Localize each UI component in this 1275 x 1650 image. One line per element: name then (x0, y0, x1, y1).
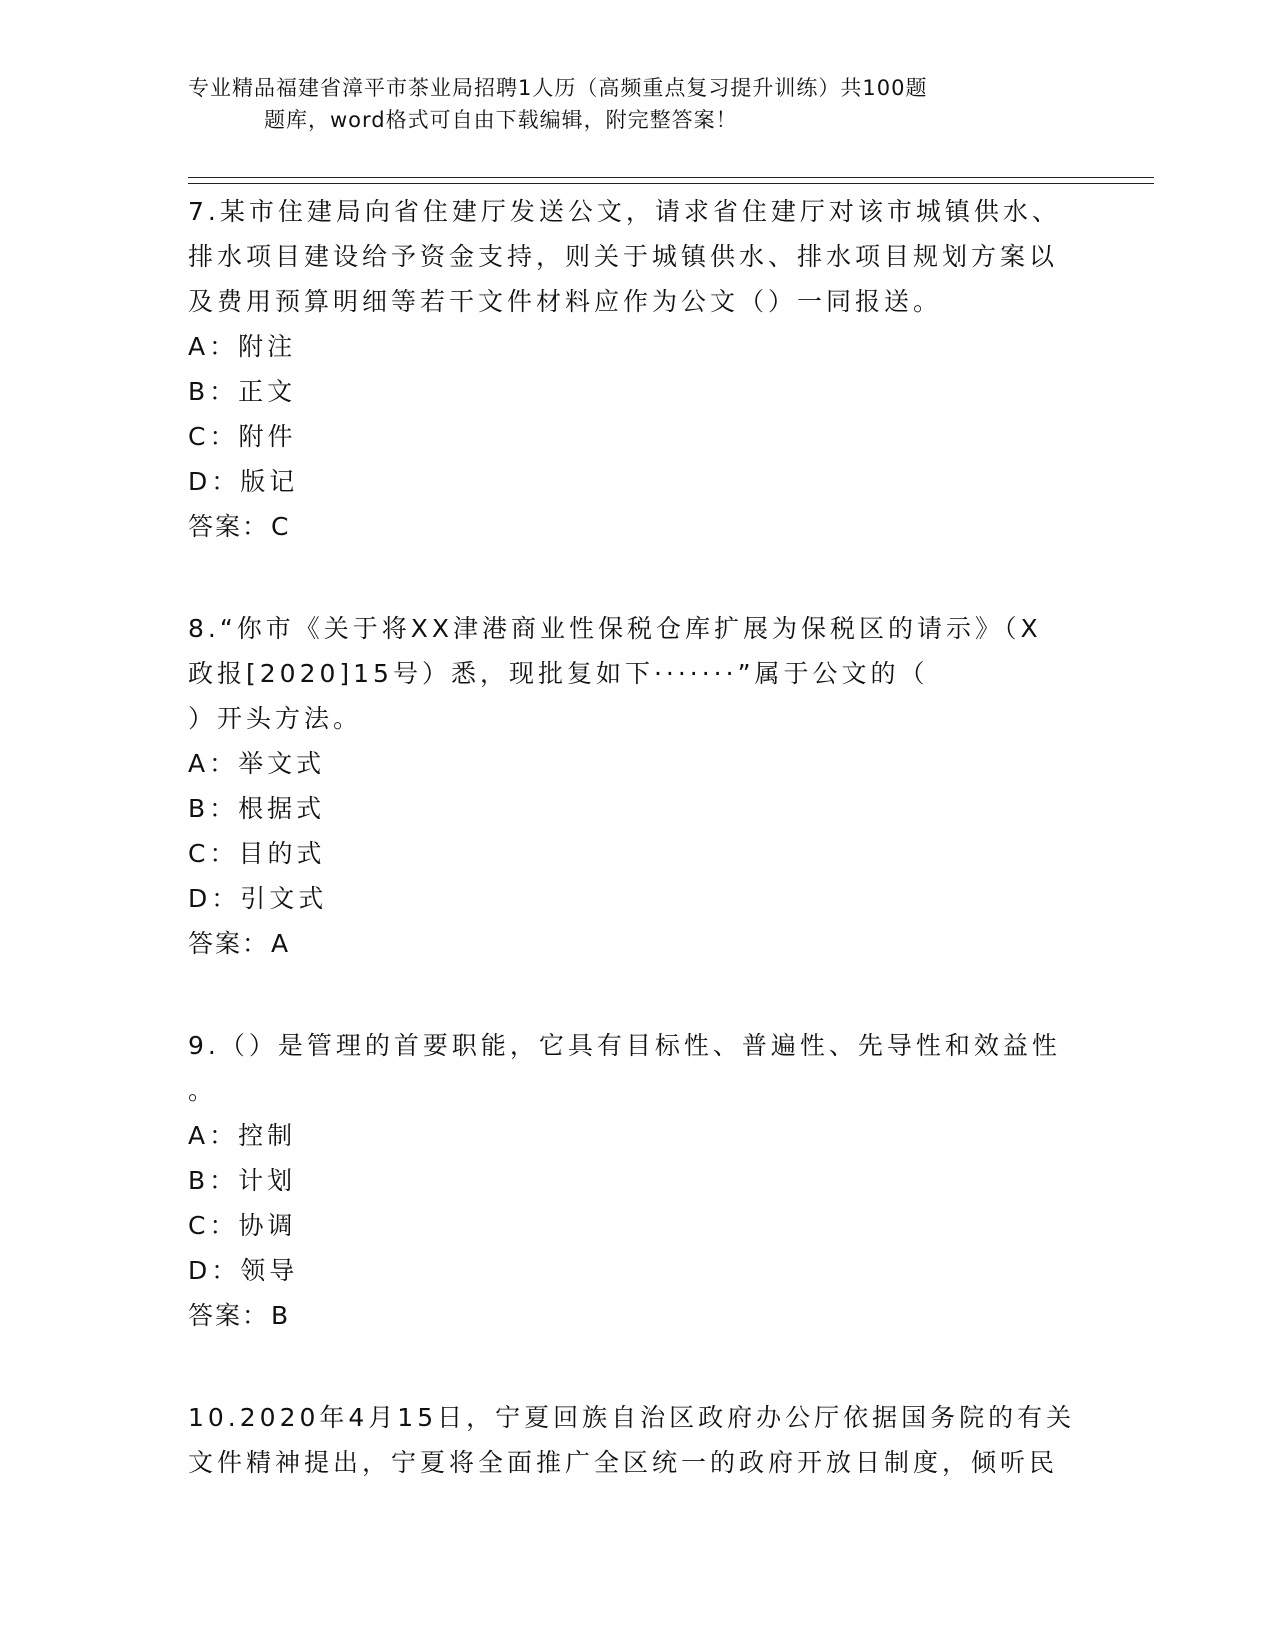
document-header (188, 72, 1048, 136)
stem-line: 7.某市住建局向省住建厅发送公文，请求省住建厅对该市城镇供水、 (188, 197, 1061, 226)
option-c: C：目的式 (188, 839, 326, 868)
option-a: A：附注 (188, 332, 297, 361)
option-d: D：版记 (188, 467, 299, 496)
answer-value: C (271, 512, 291, 541)
stem-line: 。 (188, 1076, 218, 1105)
question-list (188, 189, 1088, 1541)
stem-line: 10.2020年4月15日，宁夏回族自治区政府办公厅依据国务院的有关 (188, 1403, 1076, 1432)
option-c: C：附件 (188, 422, 297, 451)
question-stem (188, 1395, 1088, 1485)
stem-line: 政报[2020]15号）悉，现批复如下·······”属于公文的（ (188, 659, 929, 688)
option-d: D：引文式 (188, 884, 328, 913)
question-item (188, 1395, 1088, 1485)
answer-value: B (271, 1301, 291, 1330)
stem-line: 文件精神提出，宁夏将全面推广全区统一的政府开放日制度，倾听民 (188, 1448, 1059, 1477)
stem-line: 及费用预算明细等若干文件材料应作为公文（）一同报送。 (188, 287, 943, 316)
option-b: B：根据式 (188, 794, 326, 823)
question-stem (188, 189, 1088, 324)
answer-line (188, 1293, 1088, 1339)
stem-line: 排水项目建设给予资金支持，则关于城镇供水、排水项目规划方案以 (188, 242, 1059, 271)
question-item (188, 1023, 1088, 1339)
answer-label: 答案： (188, 512, 270, 541)
answer-value: A (271, 929, 291, 958)
header-divider-bottom (188, 183, 1154, 184)
option-b: B：计划 (188, 1166, 297, 1195)
stem-line: 9.（）是管理的首要职能，它具有目标性、普遍性、先导性和效益性 (188, 1031, 1061, 1060)
option-c: C：协调 (188, 1211, 297, 1240)
question-item (188, 189, 1088, 550)
answer-line (188, 504, 1088, 550)
question-stem (188, 606, 1088, 741)
option-a: A：控制 (188, 1121, 297, 1150)
question-item (188, 606, 1088, 967)
stem-line: ）开头方法。 (188, 704, 363, 733)
option-d: D：领导 (188, 1256, 299, 1285)
header-title-line-2: 题库，word格式可自由下载编辑，附完整答案！ (264, 108, 738, 132)
answer-label: 答案： (188, 929, 270, 958)
answer-label: 答案： (188, 1301, 270, 1330)
header-divider-top (188, 177, 1154, 178)
stem-line: 8.“你市《关于将XX津港商业性保税仓库扩展为保税区的请示》（X (188, 614, 1042, 643)
option-a: A：举文式 (188, 749, 326, 778)
question-stem (188, 1023, 1088, 1113)
header-title-line-1: 专业精品福建省漳平市茶业局招聘1人历（高频重点复习提升训练）共100题 (188, 76, 928, 100)
option-b: B：正文 (188, 377, 297, 406)
answer-line (188, 921, 1088, 967)
